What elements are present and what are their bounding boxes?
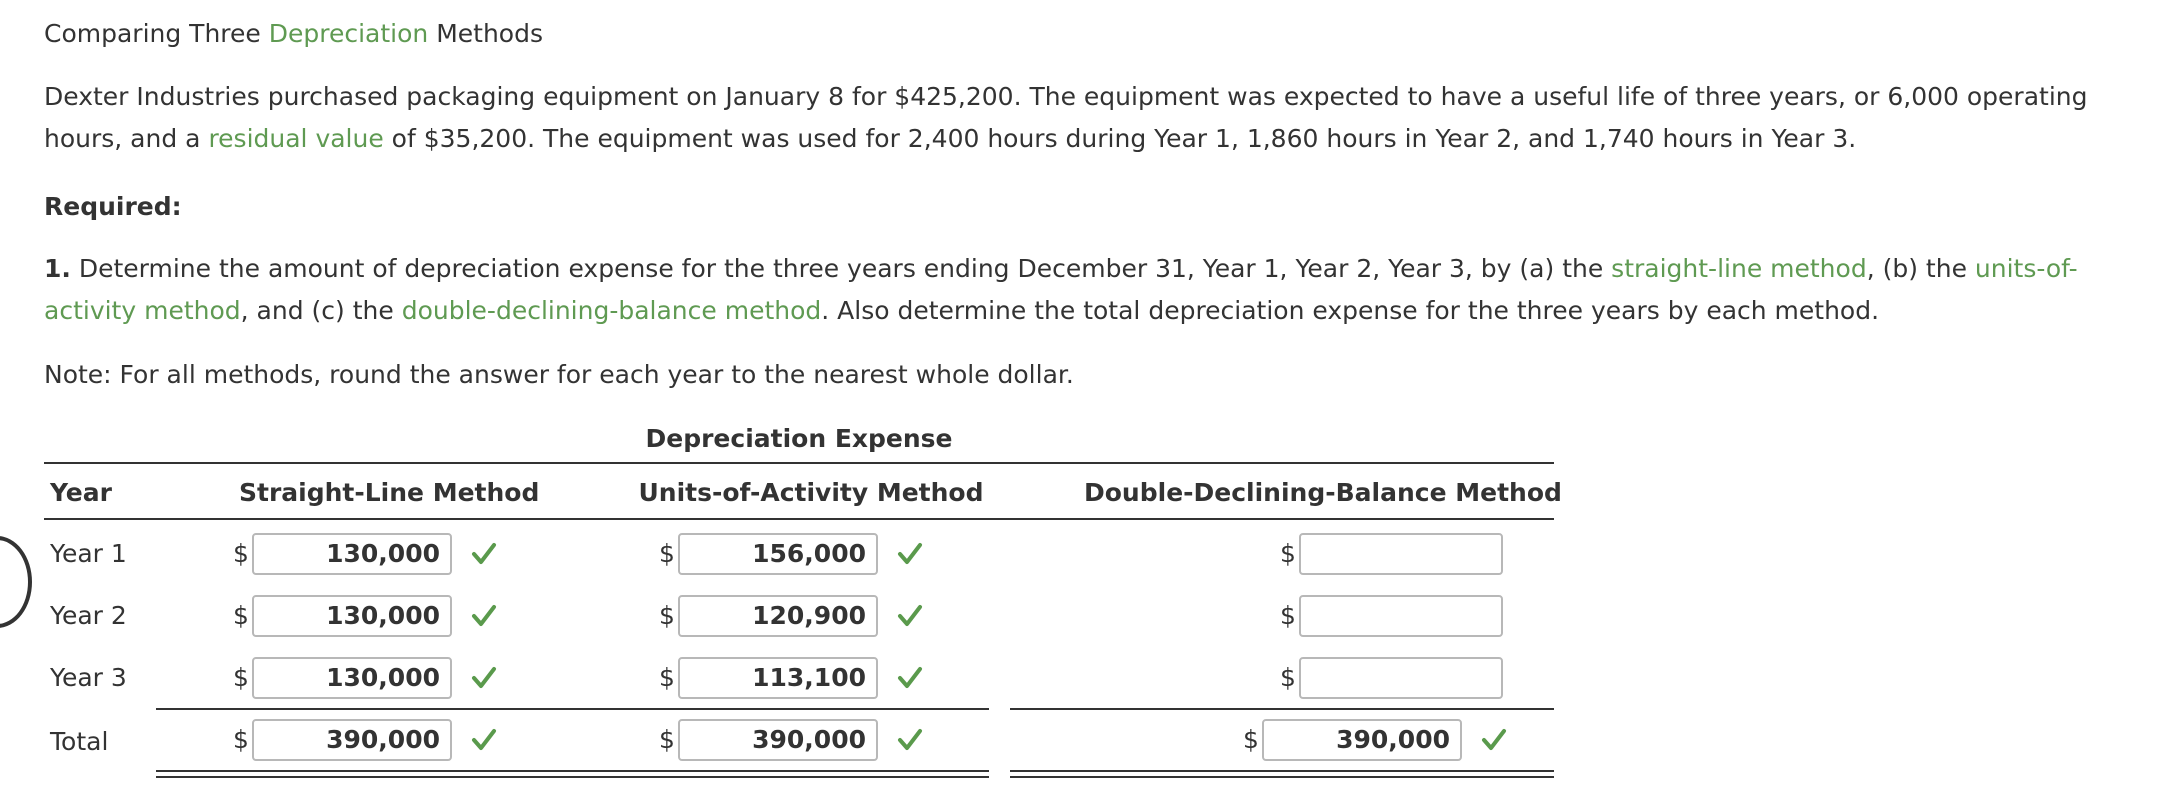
units-of-activity-year-3-input[interactable]: 113,100: [678, 657, 878, 699]
intro-text-end: of $35,200. The equipment was used for 2,400 hours during Year 1, 1,860 hours in Year 2, and 1,740 hours in Year 3.: [383, 124, 1857, 153]
check-icon: [471, 665, 497, 691]
currency-symbol: $: [1280, 539, 1296, 568]
currency-symbol: $: [659, 601, 675, 630]
currency-symbol: $: [659, 539, 675, 568]
ddb-year-3-input[interactable]: [1299, 657, 1503, 699]
straight-line-total-input[interactable]: 390,000: [252, 719, 452, 761]
row-label-total: Total: [50, 727, 109, 756]
subtotal-rule-ddb: [1010, 708, 1554, 710]
check-icon: [471, 541, 497, 567]
header-units-of-activity: Units-of-Activity Method: [638, 478, 984, 507]
intro-text: Dexter Industries purchased packaging equipment on January 8 for $425,200. The equipment was expected to have a useful life of three years, or 6,000 operating hours, and a: [44, 82, 2088, 153]
total-double-rule-units-of-activity: [579, 770, 989, 778]
subtotal-rule-straight-line: [156, 708, 626, 710]
units-of-activity-total-input[interactable]: 390,000: [678, 719, 878, 761]
header-straight-line: Straight-Line Method: [239, 478, 540, 507]
question-text-2: , (b) the: [1866, 254, 1975, 283]
title-text: Comparing Three: [44, 19, 269, 48]
residual-value-link[interactable]: residual value: [208, 124, 384, 153]
note-text: Note: For all methods, round the answer for each year to the nearest whole dollar.: [44, 360, 1074, 389]
currency-symbol: $: [233, 539, 249, 568]
header-bottom-rule: [44, 518, 1554, 520]
question-number: 1.: [44, 254, 71, 283]
ddb-link[interactable]: double-declining-balance method: [401, 296, 822, 325]
currency-symbol: $: [233, 601, 249, 630]
units-of-activity-link[interactable]: units-of-activity method: [44, 254, 2078, 325]
currency-symbol: $: [1280, 663, 1296, 692]
circle-decoration: [0, 536, 32, 628]
depreciation-table: [44, 414, 1562, 784]
currency-symbol: $: [659, 663, 675, 692]
ddb-total-input[interactable]: 390,000: [1262, 719, 1462, 761]
table-top-rule: [44, 462, 1554, 464]
ddb-year-1-input[interactable]: [1299, 533, 1503, 575]
straight-line-year-2-input[interactable]: 130,000: [252, 595, 452, 637]
title-text-end: Methods: [428, 19, 543, 48]
table-caption: Depreciation Expense: [645, 424, 953, 453]
ddb-year-2-input[interactable]: [1299, 595, 1503, 637]
straight-line-year-1-input[interactable]: 130,000: [252, 533, 452, 575]
header-year: Year: [50, 478, 112, 507]
total-double-rule-ddb: [1010, 770, 1554, 778]
units-of-activity-year-2-input[interactable]: 120,900: [678, 595, 878, 637]
currency-symbol: $: [233, 725, 249, 754]
question-text-4: . Also determine the total depreciation expense for the three years by each method.: [821, 296, 1880, 325]
currency-symbol: $: [659, 725, 675, 754]
currency-symbol: $: [1243, 725, 1259, 754]
page-title: [44, 14, 2164, 54]
total-double-rule-straight-line: [156, 770, 626, 778]
question-text-3: , and (c) the: [240, 296, 402, 325]
check-icon: [897, 727, 923, 753]
check-icon: [471, 603, 497, 629]
currency-symbol: $: [1280, 601, 1296, 630]
required-label: Required:: [44, 192, 182, 221]
row-label-year-1: Year 1: [50, 539, 127, 568]
subtotal-rule-units-of-activity: [579, 708, 989, 710]
units-of-activity-year-1-input[interactable]: 156,000: [678, 533, 878, 575]
depreciation-link[interactable]: Depreciation: [268, 19, 429, 48]
question-text: Determine the amount of depreciation expense for the three years ending December 31, Year 1, Year 2, Year 3, by (a) the: [70, 254, 1612, 283]
header-ddb: Double-Declining-Balance Method: [1084, 478, 1562, 507]
row-label-year-3: Year 3: [50, 663, 127, 692]
check-icon: [471, 727, 497, 753]
check-icon: [1481, 727, 1507, 753]
check-icon: [897, 603, 923, 629]
check-icon: [897, 665, 923, 691]
currency-symbol: $: [233, 663, 249, 692]
straight-line-year-3-input[interactable]: 130,000: [252, 657, 452, 699]
check-icon: [897, 541, 923, 567]
intro-paragraph: [44, 76, 2164, 160]
problem-content: [44, 14, 2164, 396]
question-paragraph: [44, 248, 2164, 332]
straight-line-link[interactable]: straight-line method: [1611, 254, 1867, 283]
row-label-year-2: Year 2: [50, 601, 127, 630]
